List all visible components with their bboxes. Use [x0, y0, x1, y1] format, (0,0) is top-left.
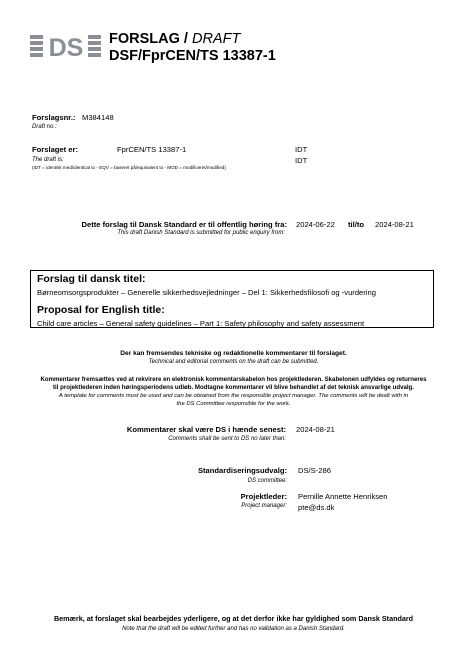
draft-heading-en: DRAFT	[191, 31, 241, 47]
dk-title: Børneomsorgsprodukter – Generelle sikkerhedsvejledninger – Del 1: Sikkerhedsfilosofi og -vurdering	[37, 288, 376, 297]
logo-text: DS	[48, 34, 84, 58]
draft-is-label-en: The draft is:	[32, 157, 64, 163]
ds-logo	[30, 34, 102, 58]
draft-is-label: Forslaget er:	[32, 145, 78, 154]
draft-is-code-2: IDT	[295, 156, 308, 165]
enquiry-label: Dette forslag til Dansk Standard er til offentlig høring fra:	[81, 220, 287, 229]
deadline-label-en: Comments shall be sent to DS no later than:	[168, 436, 286, 442]
manager-email[interactable]: pte@ds.dk	[298, 503, 335, 512]
equivalence-legend: (IDT = identisk med/identical to - EQV = baseret på/equivalent to - MOD = modificeret/modified)	[32, 165, 226, 170]
comments-line2a: Kommentarer fremsættes ved at rekvirere en elektronisk kommentarskabelon hos projektlederen. Skabelonen udfyldes og returneres	[40, 376, 427, 383]
draft-heading	[109, 31, 240, 47]
deadline-value: 2024-08-21	[296, 425, 335, 434]
proposal-number-label-en: Draft no.:	[32, 124, 57, 130]
committee-value: DS/S-286	[298, 466, 331, 475]
title-box	[30, 270, 434, 328]
draft-is-code-1: IDT	[295, 145, 308, 154]
enquiry-label-en: This draft Danish Standard is submitted for public enquiry from:	[117, 230, 285, 236]
comments-line1-en: Technical and editorial comments on the draft can be submitted.	[148, 359, 319, 365]
draft-heading-dk: FORSLAG /	[109, 31, 192, 47]
manager-name: Pernille Annette Henriksen	[298, 492, 388, 501]
comments-line2-en-b: the DS Committee responsible for the work.	[176, 401, 291, 407]
document-id: DSF/FprCEN/TS 13387-1	[109, 48, 276, 64]
dk-title-heading: Forslag til dansk titel:	[37, 273, 146, 285]
manager-label-en: Project manager:	[241, 503, 287, 509]
comments-section	[0, 350, 467, 408]
footer-note-en: Note that the draft will be edited further and has no validation as a Danish Standard.	[122, 626, 345, 632]
enquiry-from: 2024-06-22	[296, 220, 335, 229]
committee-label-en: DS committee:	[247, 478, 287, 484]
proposal-number-label: Forslagsnr.:	[32, 113, 76, 122]
enquiry-to: 2024-08-21	[375, 220, 414, 229]
comments-line2b: til projektlederen inden høringsperiodens udløb. Modtagne kommentarer vil blive behandlet af det teknisk ansvarlige udvalg.	[53, 384, 414, 391]
comments-line2-en-a: A template for comments must be used and can be obtained from the responsible project manager. The comments will be dealt with in	[58, 393, 409, 399]
en-title: Child care articles – General safety guidelines – Part 1: Safety philosophy and safety assessment	[37, 319, 365, 328]
proposal-number-value: M384148	[82, 113, 114, 122]
enquiry-to-label: til/to	[348, 220, 365, 229]
footer-note: Bemærk, at forslaget skal bearbejdes yderligere, og at det derfor ikke har gyldighed som Dansk Standard	[53, 614, 414, 623]
manager-label: Projektleder:	[240, 492, 287, 501]
committee-label: Standardiseringsudvalg:	[197, 466, 287, 475]
deadline-label: Kommentarer skal være DS i hænde senest:	[126, 425, 286, 434]
comments-line1: Der kan fremsendes tekniske og redaktionelle kommentarer til forslaget.	[120, 350, 347, 357]
en-title-heading: Proposal for English title:	[37, 304, 165, 316]
draft-is-value: FprCEN/TS 13387-1	[117, 145, 187, 154]
